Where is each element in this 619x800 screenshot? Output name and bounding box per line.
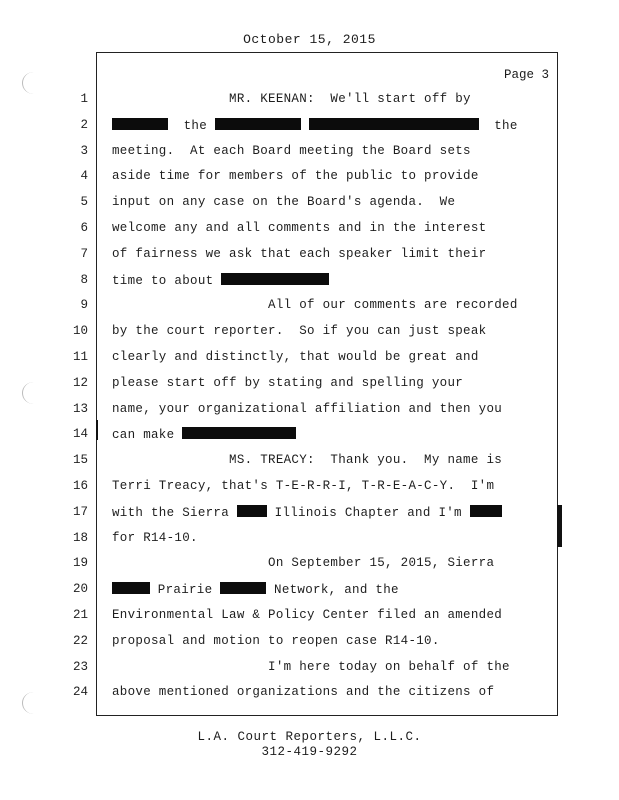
redaction-block: [182, 427, 296, 439]
document-date: October 15, 2015: [243, 32, 376, 47]
line-number: 23: [72, 660, 88, 674]
transcript-line: Terri Treacy, that's T-E-R-R-I, T-R-E-A-C-Y. I'm: [112, 479, 495, 493]
line-text-segment: Network, and the: [266, 583, 399, 597]
line-text-segment: time to about: [112, 274, 222, 288]
transcript-line: above mentioned organizations and the citizens of: [112, 685, 495, 699]
redaction-block: [470, 505, 502, 517]
line-number: 5: [80, 195, 88, 209]
line-text-segment: Prairie: [150, 583, 221, 597]
line-text-segment: the: [168, 119, 215, 133]
punch-hole: [22, 72, 45, 94]
footer-phone: 312-419-9292: [261, 745, 358, 759]
punch-hole: [22, 692, 45, 714]
line-number: 24: [72, 685, 88, 699]
line-number: 7: [80, 247, 88, 261]
margin-mark-right: [557, 505, 562, 547]
transcript-line: [112, 118, 552, 133]
transcript-line: I'm here today on behalf of the: [112, 660, 510, 674]
margin-mark: [96, 420, 98, 440]
redaction-block: [112, 118, 168, 130]
transcript-line: of fairness we ask that each speaker limit their: [112, 247, 487, 261]
line-number: 9: [80, 298, 88, 312]
footer-company: L.A. Court Reporters, L.L.C.: [197, 730, 422, 744]
line-number: 12: [72, 376, 88, 390]
line-number: 4: [80, 169, 88, 183]
line-number: 20: [72, 582, 88, 596]
line-number: 1: [80, 92, 88, 106]
transcript-line: meeting. At each Board meeting the Board sets: [112, 144, 471, 158]
redaction-block: [237, 505, 267, 517]
line-number: 14: [72, 427, 88, 441]
line-number: 18: [72, 531, 88, 545]
punch-hole: [22, 382, 45, 404]
redaction-block: [309, 118, 479, 130]
redaction-block: [220, 582, 266, 594]
line-number: 21: [72, 608, 88, 622]
line-number: 15: [72, 453, 88, 467]
transcript-line: welcome any and all comments and in the interest: [112, 221, 487, 235]
transcript-line: [112, 273, 552, 288]
line-number: 22: [72, 634, 88, 648]
line-number: 8: [80, 273, 88, 287]
line-number: 19: [72, 556, 88, 570]
line-text-segment: [301, 119, 309, 133]
redaction-block: [221, 273, 329, 285]
line-text-segment: with the Sierra: [112, 506, 237, 520]
transcript-line: for R14-10.: [112, 531, 198, 545]
transcript-line: input on any case on the Board's agenda. We: [112, 195, 456, 209]
transcript-line: [112, 505, 552, 520]
line-number: 3: [80, 144, 88, 158]
transcript-line: [112, 582, 552, 597]
line-text-segment: the: [478, 119, 518, 133]
line-text-segment: Illinois Chapter and I'm: [266, 506, 470, 520]
line-number: 6: [80, 221, 88, 235]
transcript-line: proposal and motion to reopen case R14-10.: [112, 634, 440, 648]
redaction-block: [215, 118, 301, 130]
transcript-line: On September 15, 2015, Sierra: [112, 556, 495, 570]
line-number: 11: [72, 350, 88, 364]
line-number: 2: [80, 118, 88, 132]
line-text-segment: can make: [112, 428, 183, 442]
line-number: 16: [72, 479, 88, 493]
transcript-line: MS. TREACY: Thank you. My name is: [112, 453, 503, 467]
transcript-line: [112, 427, 552, 442]
transcript-line: MR. KEENAN: We'll start off by: [112, 92, 471, 106]
transcript-line: clearly and distinctly, that would be great and: [112, 350, 479, 364]
transcript-line: aside time for members of the public to provide: [112, 169, 479, 183]
page-number: Page 3: [503, 68, 549, 82]
line-number: 13: [72, 402, 88, 416]
line-number: 10: [72, 324, 88, 338]
transcript-line: All of our comments are recorded: [112, 298, 518, 312]
line-number: 17: [72, 505, 88, 519]
redaction-block: [112, 582, 150, 594]
transcript-line: by the court reporter. So if you can just speak: [112, 324, 487, 338]
transcript-line: please start off by stating and spelling your: [112, 376, 464, 390]
transcript-line: Environmental Law & Policy Center filed an amended: [112, 608, 503, 622]
transcript-line: name, your organizational affiliation and then you: [112, 402, 503, 416]
